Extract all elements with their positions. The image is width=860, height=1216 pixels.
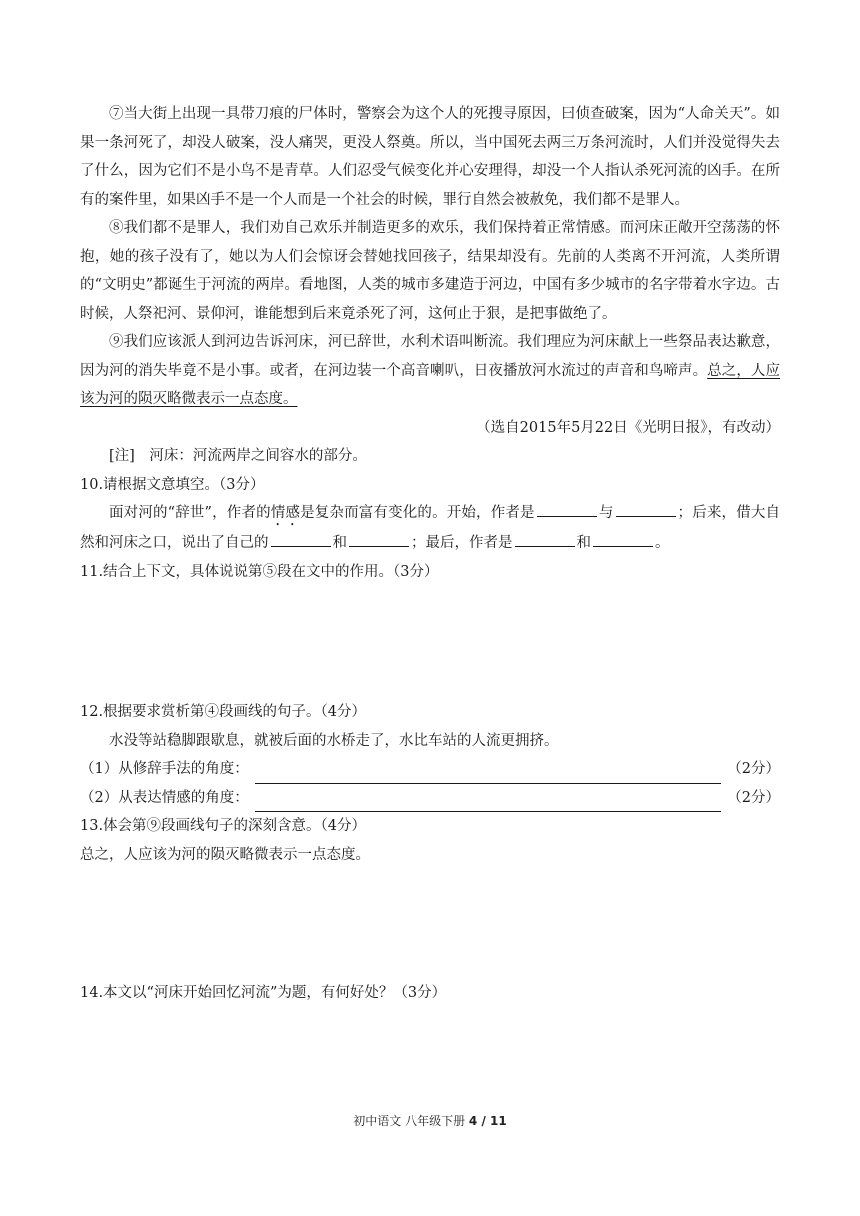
paragraph-7: ⑦当大街上出现一具带刀痕的尸体时，警察会为这个人的死搜寻原因，曰侦查破案，因为“人命关天”。如果一条河死了，却没人破案，没人痛哭，更没人祭奠。所以，当中国死去两三万条河流时，人们并没觉得失去了什么，因为它们不是小鸟不是青草。人们忍受气候变化并心安理得，却没一个人指认杀死河流的凶手。在所有的案件里，如果凶手不是一个人而是一个社会的时候，罪行自然会被赦免，我们都不是罪人。 (80, 106, 780, 208)
question-14-answer-space[interactable] (80, 1008, 780, 1088)
q10-text-7: 和 (576, 535, 591, 551)
question-12-sentence: 水没等站稳脚跟歇息，就被后面的水桥走了，水比车站的人流更拥挤。 (109, 732, 559, 749)
paragraph-8: ⑧我们都不是罪人，我们劝自己欢乐并制造更多的欢乐，我们保持着正常情感。而河床正敞开空荡荡的怀抱，她的孩子没有了，她以为人们会惊讶会替她找回孩子，结果却没有。先前的人类离不开河流，人类所谓的“文明史”都诞生于河流的两岸。看地图，人类的城市多建造于河边，中国有多少城市的名字带着水字边。古时候，人祭祀河、景仰河，谁能想到后来竟杀死了河，这何止于狠，是把事做绝了。 (80, 220, 780, 322)
q10-text-2: 是复杂而富有变化的。开始，作者是 (300, 505, 535, 521)
q12-answer-2-label: （2）从表达情感的角度： (80, 789, 249, 806)
question-12-title: 12.根据要求赏析第④段画线的句子。（4分） (80, 704, 367, 720)
question-13-sentence: 总之，人应该为河的陨灭略微表示一点态度。 (80, 846, 370, 863)
q10-text-3: 与 (598, 505, 614, 521)
q10-text-4: ；后来，借大自然和河床之口，说出了自己的 (80, 505, 781, 551)
q10-blank-6[interactable] (593, 530, 653, 547)
question-12-answer-1 (80, 755, 780, 784)
q10-text-1: 面对河的“辞世”，作者的 (109, 505, 271, 521)
q10-text-6: ；最后，作者是 (411, 535, 513, 551)
q12-answer-2-line[interactable] (255, 793, 722, 812)
q10-text-5: 和 (332, 535, 347, 551)
question-12-answer-2 (80, 784, 780, 813)
q12-answer-1-line[interactable] (255, 765, 722, 784)
paragraph-9-text: ⑨我们应该派人到河边告诉河床，河已辞世，水利术语叫断流。我们理应为河床献上一些祭品表达歉意，因为河的消失毕竟不是小事。或者，在河边装一个高音喇叭，日夜播放河水流过的声音和鸟啼声。 (80, 334, 780, 379)
paragraph-9-underlined-sentence: 总之，人应该为河的陨灭略微表示一点态度。 (80, 362, 780, 407)
document-body (80, 100, 780, 1088)
q10-blank-3[interactable] (271, 530, 331, 547)
paragraph-9 (80, 328, 780, 414)
question-10-body (80, 499, 780, 558)
q10-blank-1[interactable] (537, 500, 597, 517)
question-13-title: 13.体会第⑨段画线句子的深刻含意。（4分） (80, 818, 367, 834)
source-citation: （选自2015年5月22日《光明日报》，有改动） (476, 419, 780, 436)
q10-text-8: 。 (655, 535, 670, 551)
question-13-answer-space[interactable] (80, 869, 780, 979)
question-11-title: 11.结合上下文，具体说说第⑤段在文中的作用。（3分） (80, 563, 439, 580)
page-footer (0, 1112, 860, 1129)
footer-course-label: 初中语文 八年级下册 (353, 1114, 469, 1128)
q10-blank-5[interactable] (515, 530, 575, 547)
q12-answer-1-label: （1）从修辞手法的角度： (80, 761, 249, 777)
q10-blank-2[interactable] (616, 500, 676, 517)
footnote: [注] 河床：河流两岸之间容水的部分。 (109, 448, 367, 464)
question-11-answer-space[interactable] (80, 586, 780, 698)
question-10-title: 10.请根据文意填空。（3分） (80, 476, 265, 493)
q10-blank-4[interactable] (349, 530, 409, 547)
question-14-title: 14.本文以“河床开始回忆河流”为题，有何好处？（3分） (80, 985, 447, 1001)
q12-answer-1-score: （2分） (727, 761, 780, 777)
q10-dotted-word: 情感 (270, 505, 301, 521)
page-number: 4 / 11 (468, 1114, 507, 1128)
q12-answer-2-score: （2分） (727, 789, 780, 806)
